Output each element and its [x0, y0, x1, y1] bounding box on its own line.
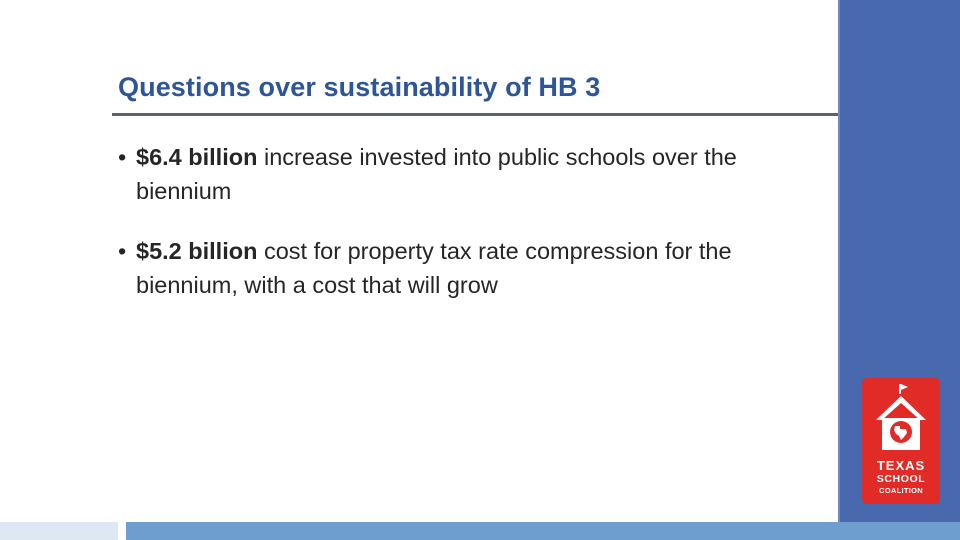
bullet-marker: •: [118, 238, 127, 264]
footer-bar: [126, 522, 960, 540]
title-underline: [112, 113, 842, 116]
slide-title: Questions over sustainability of HB 3: [118, 72, 601, 102]
logo-text-texas: TEXAS: [876, 458, 926, 473]
texas-school-coalition-logo: [862, 378, 940, 504]
bullet-marker: •: [118, 144, 127, 170]
bullet-list: [118, 140, 828, 328]
schoolhouse-texas-icon: [862, 378, 940, 458]
bullet-bold-amount: $5.2 billion: [136, 238, 258, 264]
bullet-text: increase invested into public schools over the biennium: [136, 144, 737, 204]
logo-text-coalition: COALITION: [879, 486, 923, 495]
logo-text-school: SCHOOL: [876, 473, 926, 485]
bullet-text: cost for property tax rate compression for the biennium, with a cost that will grow: [136, 238, 732, 298]
footer-bar-light: [0, 522, 118, 540]
bullet-bold-amount: $6.4 billion: [136, 144, 258, 170]
bullet-item: [118, 140, 828, 208]
bullet-item: [118, 234, 828, 302]
